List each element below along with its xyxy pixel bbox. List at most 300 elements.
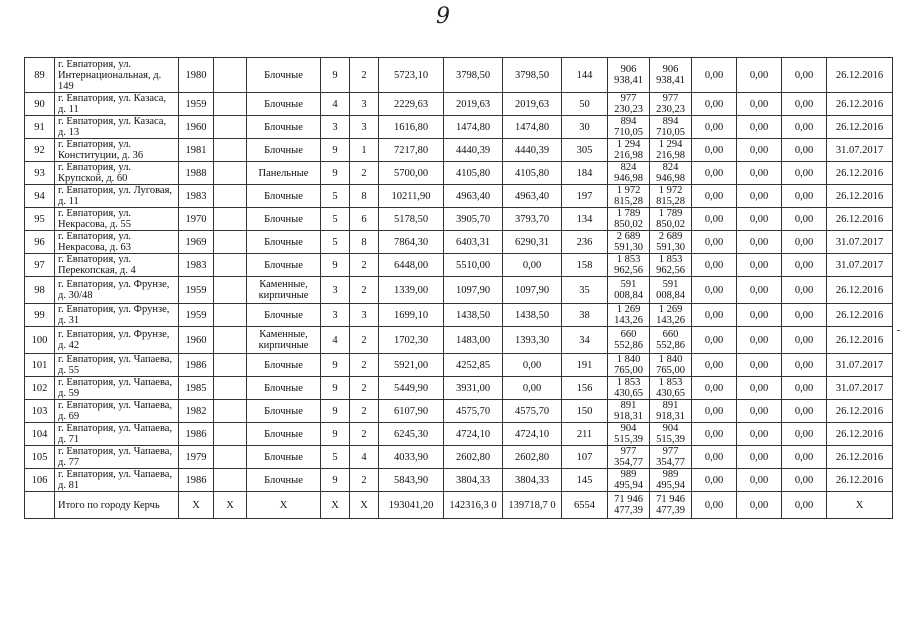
- cost-cell: 591 008,84: [608, 277, 650, 304]
- zero-value-cell: 0,00: [737, 446, 782, 469]
- wall-material-cell: Блочные: [247, 400, 321, 423]
- zero-value-cell: 0,00: [737, 93, 782, 116]
- total-area-cell: 5723,10: [379, 58, 444, 93]
- date-cell: X: [827, 492, 893, 519]
- residents-cell: 236: [562, 231, 608, 254]
- zero-value-cell: 0,00: [692, 116, 737, 139]
- blank-cell: [214, 231, 247, 254]
- row-number-cell: 93: [25, 162, 55, 185]
- year-built-cell: 1985: [179, 377, 214, 400]
- wall-material-cell: Блочные: [247, 446, 321, 469]
- residents-cell: 156: [562, 377, 608, 400]
- year-built-cell: 1986: [179, 354, 214, 377]
- entrances-cell: 4: [350, 446, 379, 469]
- zero-value-cell: 0,00: [692, 400, 737, 423]
- residential-area-cell: 1393,30: [503, 327, 562, 354]
- residents-cell: 191: [562, 354, 608, 377]
- row-number-cell: 103: [25, 400, 55, 423]
- residents-cell: 35: [562, 277, 608, 304]
- table-row: [25, 304, 893, 327]
- residential-area-cell: 6290,31: [503, 231, 562, 254]
- date-cell: 26.12.2016: [827, 400, 893, 423]
- total-area-cell: 5700,00: [379, 162, 444, 185]
- total-area-cell: 10211,90: [379, 185, 444, 208]
- blank-cell: [214, 139, 247, 162]
- row-number-cell: 97: [25, 254, 55, 277]
- living-area-cell: 142316,3 0: [444, 492, 503, 519]
- cost-cell: 906 938,41: [608, 58, 650, 93]
- year-built-cell: 1959: [179, 277, 214, 304]
- zero-value-cell: 0,00: [737, 162, 782, 185]
- row-number-cell: 91: [25, 116, 55, 139]
- residential-area-cell: 2602,80: [503, 446, 562, 469]
- row-number-cell: [25, 492, 55, 519]
- residential-area-cell: 1474,80: [503, 116, 562, 139]
- wall-material-cell: Блочные: [247, 93, 321, 116]
- zero-value-cell: 0,00: [737, 116, 782, 139]
- cost-total-cell: 1 294 216,98: [650, 139, 692, 162]
- living-area-cell: 3931,00: [444, 377, 503, 400]
- address-cell: Итого по городу Керчь: [55, 492, 179, 519]
- date-cell: 31.07.2017: [827, 377, 893, 400]
- living-area-cell: 1097,90: [444, 277, 503, 304]
- table-row: [25, 208, 893, 231]
- row-number-cell: 104: [25, 423, 55, 446]
- address-cell: г. Евпатория, ул. Перекопская, д. 4: [55, 254, 179, 277]
- residents-cell: 107: [562, 446, 608, 469]
- date-cell: 31.07.2017: [827, 139, 893, 162]
- table-row: [25, 254, 893, 277]
- zero-value-cell: 0,00: [782, 185, 827, 208]
- zero-value-cell: 0,00: [782, 93, 827, 116]
- address-cell: г. Евпатория, ул. Чапаева, д. 77: [55, 446, 179, 469]
- blank-cell: [214, 446, 247, 469]
- table-row: [25, 469, 893, 492]
- blank-cell: [214, 354, 247, 377]
- cost-total-cell: 660 552,86: [650, 327, 692, 354]
- zero-value-cell: 0,00: [782, 277, 827, 304]
- year-built-cell: 1969: [179, 231, 214, 254]
- residents-cell: 158: [562, 254, 608, 277]
- zero-value-cell: 0,00: [782, 139, 827, 162]
- entrances-cell: 1: [350, 139, 379, 162]
- zero-value-cell: 0,00: [782, 254, 827, 277]
- wall-material-cell: Блочные: [247, 231, 321, 254]
- wall-material-cell: Блочные: [247, 469, 321, 492]
- zero-value-cell: 0,00: [692, 423, 737, 446]
- cost-total-cell: 894 710,05: [650, 116, 692, 139]
- floors-cell: 9: [321, 423, 350, 446]
- address-cell: г. Евпатория, ул. Луговая, д. 11: [55, 185, 179, 208]
- wall-material-cell: Блочные: [247, 58, 321, 93]
- address-cell: г. Евпатория, ул. Казаса, д. 11: [55, 93, 179, 116]
- totals-row: [25, 492, 893, 519]
- zero-value-cell: 0,00: [737, 277, 782, 304]
- zero-value-cell: 0,00: [737, 423, 782, 446]
- cost-cell: 2 689 591,30: [608, 231, 650, 254]
- wall-material-cell: Блочные: [247, 304, 321, 327]
- table-row: [25, 162, 893, 185]
- blank-cell: [214, 208, 247, 231]
- total-area-cell: 5178,50: [379, 208, 444, 231]
- wall-material-cell: Каменные, кирпичные: [247, 277, 321, 304]
- cost-total-cell: 891 918,31: [650, 400, 692, 423]
- zero-value-cell: 0,00: [782, 116, 827, 139]
- cost-total-cell: 977 354,77: [650, 446, 692, 469]
- residential-area-cell: 4575,70: [503, 400, 562, 423]
- date-cell: 26.12.2016: [827, 58, 893, 93]
- cost-cell: 1 294 216,98: [608, 139, 650, 162]
- address-cell: г. Евпатория, ул. Конституции, д. 36: [55, 139, 179, 162]
- cost-cell: 977 354,77: [608, 446, 650, 469]
- row-number-cell: 102: [25, 377, 55, 400]
- date-cell: 26.12.2016: [827, 304, 893, 327]
- zero-value-cell: 0,00: [692, 327, 737, 354]
- floors-cell: 9: [321, 469, 350, 492]
- date-cell: 26.12.2016: [827, 446, 893, 469]
- zero-value-cell: 0,00: [737, 304, 782, 327]
- cost-cell: 891 918,31: [608, 400, 650, 423]
- residential-area-cell: 0,00: [503, 354, 562, 377]
- floors-cell: 9: [321, 162, 350, 185]
- table-body: [25, 58, 893, 519]
- year-built-cell: 1959: [179, 304, 214, 327]
- cost-cell: 824 946,98: [608, 162, 650, 185]
- living-area-cell: 5510,00: [444, 254, 503, 277]
- zero-value-cell: 0,00: [737, 469, 782, 492]
- zero-value-cell: 0,00: [782, 377, 827, 400]
- wall-material-cell: Блочные: [247, 423, 321, 446]
- year-built-cell: 1979: [179, 446, 214, 469]
- zero-value-cell: 0,00: [692, 277, 737, 304]
- year-built-cell: 1960: [179, 116, 214, 139]
- total-area-cell: 7217,80: [379, 139, 444, 162]
- row-number-cell: 94: [25, 185, 55, 208]
- zero-value-cell: 0,00: [692, 93, 737, 116]
- table-row: [25, 377, 893, 400]
- table-row: [25, 93, 893, 116]
- zero-value-cell: 0,00: [692, 185, 737, 208]
- residential-area-cell: 0,00: [503, 254, 562, 277]
- table-row: [25, 446, 893, 469]
- living-area-cell: 3905,70: [444, 208, 503, 231]
- living-area-cell: 3798,50: [444, 58, 503, 93]
- living-area-cell: 4252,85: [444, 354, 503, 377]
- entrances-cell: 2: [350, 327, 379, 354]
- entrances-cell: 2: [350, 58, 379, 93]
- residents-cell: 197: [562, 185, 608, 208]
- cost-total-cell: 989 495,94: [650, 469, 692, 492]
- date-cell: 26.12.2016: [827, 162, 893, 185]
- residential-area-cell: 1097,90: [503, 277, 562, 304]
- floors-cell: 4: [321, 93, 350, 116]
- living-area-cell: 1474,80: [444, 116, 503, 139]
- floors-cell: 5: [321, 208, 350, 231]
- cost-total-cell: 1 269 143,26: [650, 304, 692, 327]
- entrances-cell: 6: [350, 208, 379, 231]
- total-area-cell: 1339,00: [379, 277, 444, 304]
- residents-cell: 34: [562, 327, 608, 354]
- year-built-cell: 1982: [179, 400, 214, 423]
- page-number: 9: [436, 4, 450, 29]
- floors-cell: 9: [321, 354, 350, 377]
- living-area-cell: 4963,40: [444, 185, 503, 208]
- address-cell: г. Евпатория, ул. Интернациональная, д. 149: [55, 58, 179, 93]
- address-cell: г. Евпатория, ул. Некрасова, д. 63: [55, 231, 179, 254]
- blank-cell: [214, 400, 247, 423]
- living-area-cell: 1483,00: [444, 327, 503, 354]
- zero-value-cell: 0,00: [692, 446, 737, 469]
- row-number-cell: 95: [25, 208, 55, 231]
- zero-value-cell: 0,00: [692, 139, 737, 162]
- table-row: [25, 327, 893, 354]
- living-area-cell: 2019,63: [444, 93, 503, 116]
- zero-value-cell: 0,00: [737, 400, 782, 423]
- table-row: [25, 58, 893, 93]
- cost-cell: 71 946 477,39: [608, 492, 650, 519]
- blank-cell: [214, 327, 247, 354]
- residential-area-cell: 4963,40: [503, 185, 562, 208]
- year-built-cell: 1986: [179, 469, 214, 492]
- entrances-cell: 2: [350, 277, 379, 304]
- year-built-cell: 1980: [179, 58, 214, 93]
- wall-material-cell: Каменные, кирпичные: [247, 327, 321, 354]
- blank-cell: [214, 304, 247, 327]
- address-cell: г. Евпатория, ул. Фрунзе, д. 30/48: [55, 277, 179, 304]
- wall-material-cell: Блочные: [247, 116, 321, 139]
- blank-cell: [214, 116, 247, 139]
- zero-value-cell: 0,00: [782, 162, 827, 185]
- blank-cell: [214, 469, 247, 492]
- row-number-cell: 92: [25, 139, 55, 162]
- wall-material-cell: Блочные: [247, 354, 321, 377]
- cost-total-cell: 906 938,41: [650, 58, 692, 93]
- address-cell: г. Евпатория, ул. Чапаева, д. 71: [55, 423, 179, 446]
- year-built-cell: 1988: [179, 162, 214, 185]
- total-area-cell: 1702,30: [379, 327, 444, 354]
- floors-cell: 5: [321, 231, 350, 254]
- table-row: [25, 231, 893, 254]
- floors-cell: 4: [321, 327, 350, 354]
- zero-value-cell: 0,00: [737, 58, 782, 93]
- living-area-cell: 3804,33: [444, 469, 503, 492]
- entrances-cell: 8: [350, 185, 379, 208]
- floors-cell: 5: [321, 185, 350, 208]
- residents-cell: 305: [562, 139, 608, 162]
- date-cell: 26.12.2016: [827, 93, 893, 116]
- zero-value-cell: 0,00: [692, 469, 737, 492]
- cost-total-cell: 977 230,23: [650, 93, 692, 116]
- zero-value-cell: 0,00: [737, 377, 782, 400]
- residents-cell: 184: [562, 162, 608, 185]
- row-number-cell: 105: [25, 446, 55, 469]
- wall-material-cell: Блочные: [247, 139, 321, 162]
- zero-value-cell: 0,00: [737, 254, 782, 277]
- zero-value-cell: 0,00: [692, 58, 737, 93]
- residential-area-cell: 3804,33: [503, 469, 562, 492]
- entrances-cell: X: [350, 492, 379, 519]
- date-cell: 26.12.2016: [827, 185, 893, 208]
- blank-cell: [214, 377, 247, 400]
- living-area-cell: 6403,31: [444, 231, 503, 254]
- total-area-cell: 2229,63: [379, 93, 444, 116]
- table-row: [25, 185, 893, 208]
- date-cell: 26.12.2016: [827, 208, 893, 231]
- address-cell: г. Евпатория, ул. Чапаева, д. 81: [55, 469, 179, 492]
- floors-cell: 9: [321, 400, 350, 423]
- year-built-cell: 1960: [179, 327, 214, 354]
- cost-cell: 1 269 143,26: [608, 304, 650, 327]
- floors-cell: 3: [321, 304, 350, 327]
- total-area-cell: 5449,90: [379, 377, 444, 400]
- zero-value-cell: 0,00: [782, 400, 827, 423]
- cost-cell: 1 789 850,02: [608, 208, 650, 231]
- margin-mark: [897, 330, 900, 331]
- year-built-cell: X: [179, 492, 214, 519]
- residential-area-cell: 4105,80: [503, 162, 562, 185]
- cost-cell: 660 552,86: [608, 327, 650, 354]
- blank-cell: [214, 277, 247, 304]
- row-number-cell: 90: [25, 93, 55, 116]
- entrances-cell: 3: [350, 93, 379, 116]
- zero-value-cell: 0,00: [692, 377, 737, 400]
- zero-value-cell: 0,00: [737, 327, 782, 354]
- date-cell: 26.12.2016: [827, 116, 893, 139]
- floors-cell: 3: [321, 116, 350, 139]
- floors-cell: X: [321, 492, 350, 519]
- zero-value-cell: 0,00: [782, 208, 827, 231]
- table-row: [25, 354, 893, 377]
- floors-cell: 3: [321, 277, 350, 304]
- row-number-cell: 98: [25, 277, 55, 304]
- blank-cell: [214, 254, 247, 277]
- blank-cell: [214, 185, 247, 208]
- floors-cell: 9: [321, 377, 350, 400]
- cost-total-cell: 1 853 430,65: [650, 377, 692, 400]
- address-cell: г. Евпатория, ул. Крупской, д. 60: [55, 162, 179, 185]
- year-built-cell: 1970: [179, 208, 214, 231]
- floors-cell: 9: [321, 58, 350, 93]
- cost-total-cell: 1 853 962,56: [650, 254, 692, 277]
- cost-cell: 1 853 430,65: [608, 377, 650, 400]
- living-area-cell: 1438,50: [444, 304, 503, 327]
- zero-value-cell: 0,00: [692, 304, 737, 327]
- total-area-cell: 6245,30: [379, 423, 444, 446]
- entrances-cell: 2: [350, 354, 379, 377]
- entrances-cell: 2: [350, 162, 379, 185]
- living-area-cell: 4440,39: [444, 139, 503, 162]
- wall-material-cell: Панельные: [247, 162, 321, 185]
- address-cell: г. Евпатория, ул. Чапаева, д. 69: [55, 400, 179, 423]
- residents-cell: 134: [562, 208, 608, 231]
- date-cell: 26.12.2016: [827, 423, 893, 446]
- wall-material-cell: Блочные: [247, 377, 321, 400]
- year-built-cell: 1959: [179, 93, 214, 116]
- table-row: [25, 277, 893, 304]
- entrances-cell: 8: [350, 231, 379, 254]
- cost-cell: 904 515,39: [608, 423, 650, 446]
- residential-area-cell: 3798,50: [503, 58, 562, 93]
- residents-cell: 150: [562, 400, 608, 423]
- residential-area-cell: 4440,39: [503, 139, 562, 162]
- total-area-cell: 6107,90: [379, 400, 444, 423]
- zero-value-cell: 0,00: [782, 446, 827, 469]
- floors-cell: 9: [321, 139, 350, 162]
- wall-material-cell: X: [247, 492, 321, 519]
- table-row: [25, 116, 893, 139]
- year-built-cell: 1981: [179, 139, 214, 162]
- living-area-cell: 4724,10: [444, 423, 503, 446]
- cost-total-cell: 824 946,98: [650, 162, 692, 185]
- cost-total-cell: 904 515,39: [650, 423, 692, 446]
- year-built-cell: 1983: [179, 254, 214, 277]
- zero-value-cell: 0,00: [692, 492, 737, 519]
- address-cell: г. Евпатория, ул. Фрунзе, д. 42: [55, 327, 179, 354]
- blank-cell: [214, 58, 247, 93]
- cost-total-cell: 1 840 765,00: [650, 354, 692, 377]
- zero-value-cell: 0,00: [782, 423, 827, 446]
- entrances-cell: 2: [350, 400, 379, 423]
- blank-cell: [214, 423, 247, 446]
- zero-value-cell: 0,00: [737, 208, 782, 231]
- residents-cell: 50: [562, 93, 608, 116]
- total-area-cell: 193041,20: [379, 492, 444, 519]
- zero-value-cell: 0,00: [737, 492, 782, 519]
- table-row: [25, 423, 893, 446]
- residential-area-cell: 139718,7 0: [503, 492, 562, 519]
- row-number-cell: 96: [25, 231, 55, 254]
- address-cell: г. Евпатория, ул. Чапаева, д. 59: [55, 377, 179, 400]
- year-built-cell: 1986: [179, 423, 214, 446]
- cost-total-cell: 1 972 815,28: [650, 185, 692, 208]
- total-area-cell: 6448,00: [379, 254, 444, 277]
- entrances-cell: 2: [350, 377, 379, 400]
- row-number-cell: 89: [25, 58, 55, 93]
- zero-value-cell: 0,00: [692, 208, 737, 231]
- residential-area-cell: 2019,63: [503, 93, 562, 116]
- zero-value-cell: 0,00: [737, 139, 782, 162]
- row-number-cell: 101: [25, 354, 55, 377]
- blank-cell: X: [214, 492, 247, 519]
- wall-material-cell: Блочные: [247, 254, 321, 277]
- total-area-cell: 1699,10: [379, 304, 444, 327]
- total-area-cell: 4033,90: [379, 446, 444, 469]
- living-area-cell: 2602,80: [444, 446, 503, 469]
- wall-material-cell: Блочные: [247, 208, 321, 231]
- cost-total-cell: 591 008,84: [650, 277, 692, 304]
- address-cell: г. Евпатория, ул. Чапаева, д. 55: [55, 354, 179, 377]
- zero-value-cell: 0,00: [692, 354, 737, 377]
- residential-area-cell: 4724,10: [503, 423, 562, 446]
- residents-cell: 144: [562, 58, 608, 93]
- residential-area-cell: 3793,70: [503, 208, 562, 231]
- cost-total-cell: 71 946 477,39: [650, 492, 692, 519]
- entrances-cell: 3: [350, 304, 379, 327]
- zero-value-cell: 0,00: [782, 304, 827, 327]
- row-number-cell: 99: [25, 304, 55, 327]
- zero-value-cell: 0,00: [782, 58, 827, 93]
- cost-total-cell: 1 789 850,02: [650, 208, 692, 231]
- residents-cell: 211: [562, 423, 608, 446]
- entrances-cell: 2: [350, 423, 379, 446]
- residents-cell: 38: [562, 304, 608, 327]
- housing-registry-table: [24, 57, 893, 519]
- zero-value-cell: 0,00: [782, 469, 827, 492]
- zero-value-cell: 0,00: [737, 354, 782, 377]
- residents-cell: 6554: [562, 492, 608, 519]
- cost-cell: 1 840 765,00: [608, 354, 650, 377]
- zero-value-cell: 0,00: [782, 327, 827, 354]
